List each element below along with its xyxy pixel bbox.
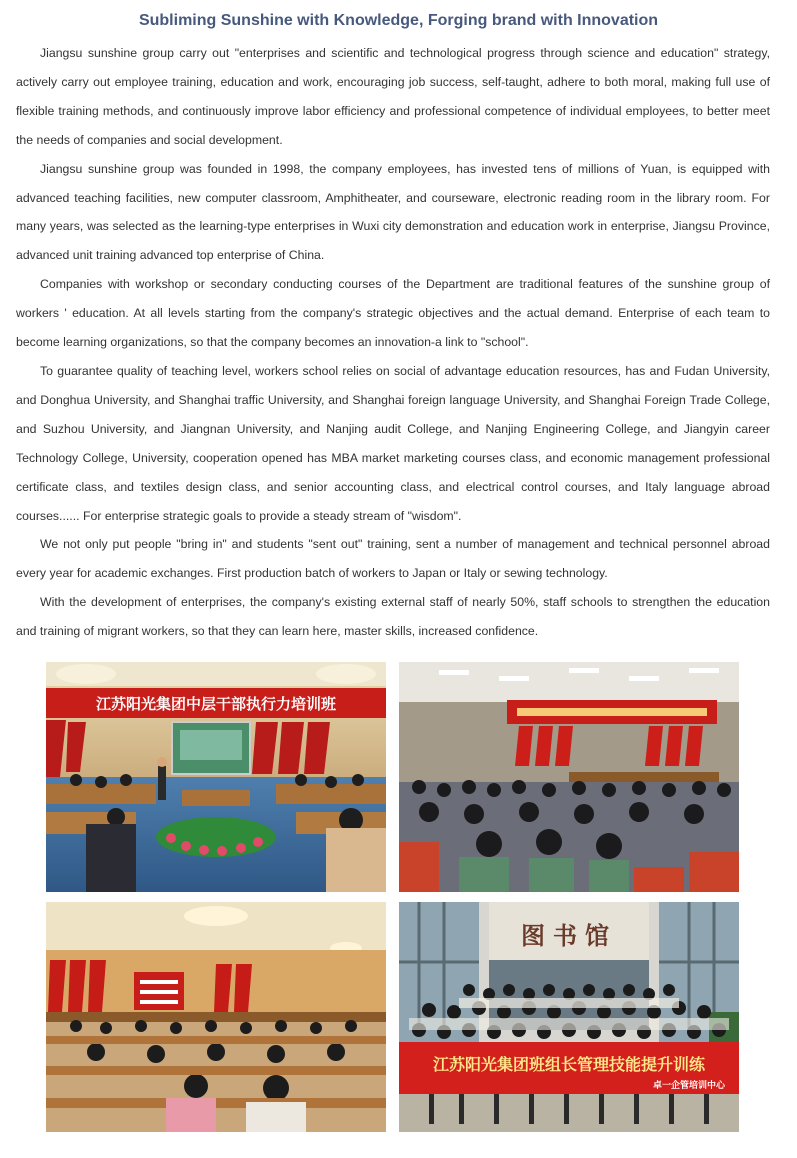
training-class-photo <box>46 662 386 892</box>
article-title: Subliming Sunshine with Knowledge, Forging brand with Innovation <box>138 12 659 29</box>
article-body <box>16 39 770 646</box>
auditorium-photo <box>46 902 386 1132</box>
lecture-hall-photo <box>399 662 739 892</box>
paragraph: Companies with workshop or secondary conducting courses of the Department are traditional features of the sunshine group of workers ' education. At all levels starting from the company's strategic objectives and the actual demand. Enterprise of each team to become learning organizations, so that the company becomes an innovation-a link to "school". <box>16 277 770 350</box>
banner-text: 江苏阳光集团班组长管理技能提升训练 <box>432 1055 706 1074</box>
paragraph: With the development of enterprises, the company's existing external staff of nearly 50%, staff schools to strengthen the education and training of migrant workers, so that they can learn here, master skills, increased confidence. <box>16 595 770 639</box>
banner-text: 江苏阳光集团中层干部执行力培训班 <box>95 695 337 713</box>
paragraph: Jiangsu sunshine group carry out "enterprises and scientific and technological progress through science and education" strategy, actively carry out employee training, education and work, encouraging job success, self-taught, adhere to both moral, making full use of flexible training methods, and continuously improve labor efficiency and professional competence of individual employees, to better meet the needs of companies and social development. <box>16 46 770 147</box>
library-sign: 图书馆 <box>521 921 617 950</box>
group-photo-library <box>399 902 739 1132</box>
paragraph: We not only put people "bring in" and students "sent out" training, sent a number of management and technical personnel abroad every year for academic exchanges. First production batch of workers to Japan or Italy or sewing technology. <box>16 537 770 581</box>
banner-subtext: 卓一企管培训中心 <box>652 1081 725 1091</box>
paragraph: To guarantee quality of teaching level, workers school relies on social of advantage education resources, has and Fudan University, and Donghua University, and Shanghai traffic University, and Shanghai foreign language University, and Shanghai Foreign Trade College, and Suzhou University, and Jiangnan University, and Nanjing audit College, and Nanjing Engineering College, and Jiangyin career Technology College, University, cooperation opened has MBA market marketing courses class, and economic management professional certificate class, and textiles design class, and senior accounting class, and electrical control courses, and Italy language abroad courses...... For enterprise strategic goals to provide a steady stream of "wisdom". <box>16 363 770 523</box>
paragraph: Jiangsu sunshine group was founded in 1998, the company employees, has invested tens of millions of Yuan, is equipped with advanced teaching facilities, new computer classroom, Amphitheater, and courseware, electronic reading room in the library room. For many years, was selected as the learning-type enterprises in Wuxi city demonstration and education work in enterprise, Jiangsu Province, advanced unit training advanced top enterprise of China. <box>16 161 770 263</box>
